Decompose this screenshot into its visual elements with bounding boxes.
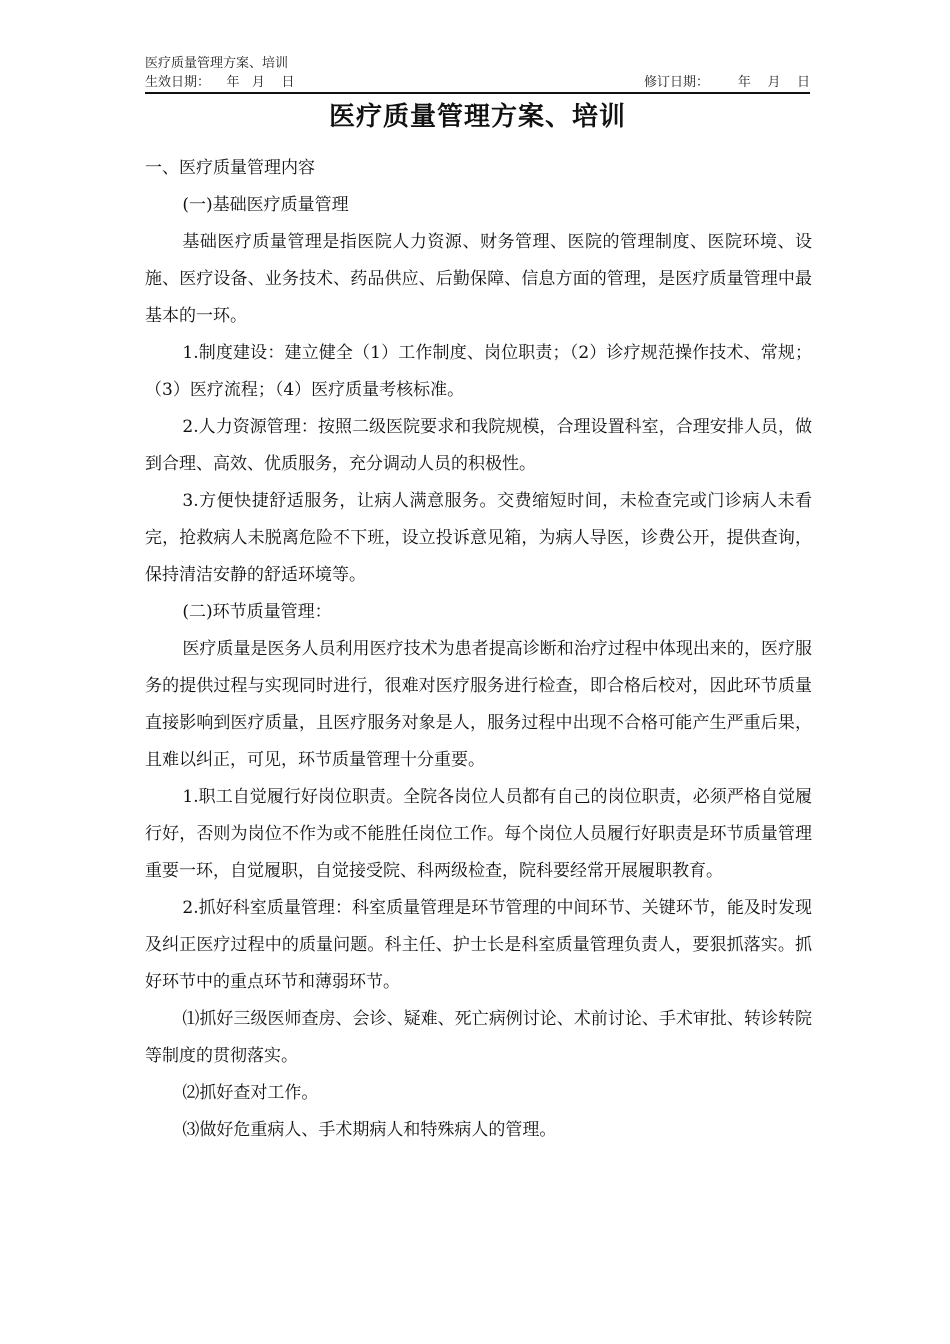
document-body xyxy=(145,150,812,1149)
section-heading: 一、医疗质量管理内容 xyxy=(145,158,315,178)
paragraph: 1.职工自觉履行好岗位职责。全院各岗位人员都有自己的岗位职责，必须严格自觉履行好，否则为岗位不作为或不能胜任岗位工作。每个岗位人员履行好职责是环节质量管理重要一环，自觉履职，自觉接受院、科两级检查，院科要经常开展履职教育。 xyxy=(145,787,812,881)
revision-date-label: 修订日期： 年 月 日 xyxy=(644,75,810,90)
header-doc-title: 医疗质量管理方案、培训 xyxy=(145,56,289,71)
paragraph: 3.方便快捷舒适服务，让病人满意服务。交费缩短时间，未检查完或门诊病人未看完，抢救病人未脱离危险不下班，设立投诉意见箱，为病人导医，诊费公开，提供查询，保持清洁安静的舒适环境等。 xyxy=(145,491,812,585)
paragraph: 2.人力资源管理：按照二级医院要求和我院规模，合理设置科室，合理安排人员，做到合理、高效、优质服务，充分调动人员的积极性。 xyxy=(145,417,812,474)
list-item: ⑴抓好三级医师查房、会诊、疑难、死亡病例讨论、术前讨论、手术审批、转诊转院等制度的贯彻落实。 xyxy=(145,1009,812,1066)
paragraph: 基础医疗质量管理是指医院人力资源、财务管理、医院的管理制度、医院环境、设施、医疗设备、业务技术、药品供应、后勤保障、信息方面的管理，是医疗质量管理中最基本的一环。 xyxy=(145,232,812,326)
list-item: ⑶做好危重病人、手术期病人和特殊病人的管理。 xyxy=(182,1120,557,1140)
paragraph: 2.抓好科室质量管理：科室质量管理是环节管理的中间环节、关键环节，能及时发现及纠正医疗过程中的质量问题。科主任、护士长是科室质量管理负责人，要狠抓落实。抓好环节中的重点环节和薄弱环节。 xyxy=(145,898,812,992)
page-title: 医疗质量管理方案、培训 xyxy=(328,102,626,132)
subsection-heading: (一)基础医疗质量管理 xyxy=(182,195,349,215)
paragraph: 1.制度建设：建立健全（1）工作制度、岗位职责；（2）诊疗规范操作技术、常规；（3）医疗流程；（4）医疗质量考核标准。 xyxy=(145,343,812,400)
paragraph: 医疗质量是医务人员利用医疗技术为患者提高诊断和治疗过程中体现出来的，医疗服务的提供过程与实现同时进行，很难对医疗服务进行检查，即合格后校对，因此环节质量直接影响到医疗质量，且医疗服务对象是人，服务过程中出现不合格可能产生严重后果，且难以纠正，可见，环节质量管理十分重要。 xyxy=(145,639,812,770)
effective-date-label: 生效日期： 年 月 日 xyxy=(145,75,295,90)
list-item: ⑵抓好查对工作。 xyxy=(182,1083,319,1103)
header-date-row xyxy=(145,75,810,94)
subsection-heading: (二)环节质量管理： xyxy=(182,602,332,622)
